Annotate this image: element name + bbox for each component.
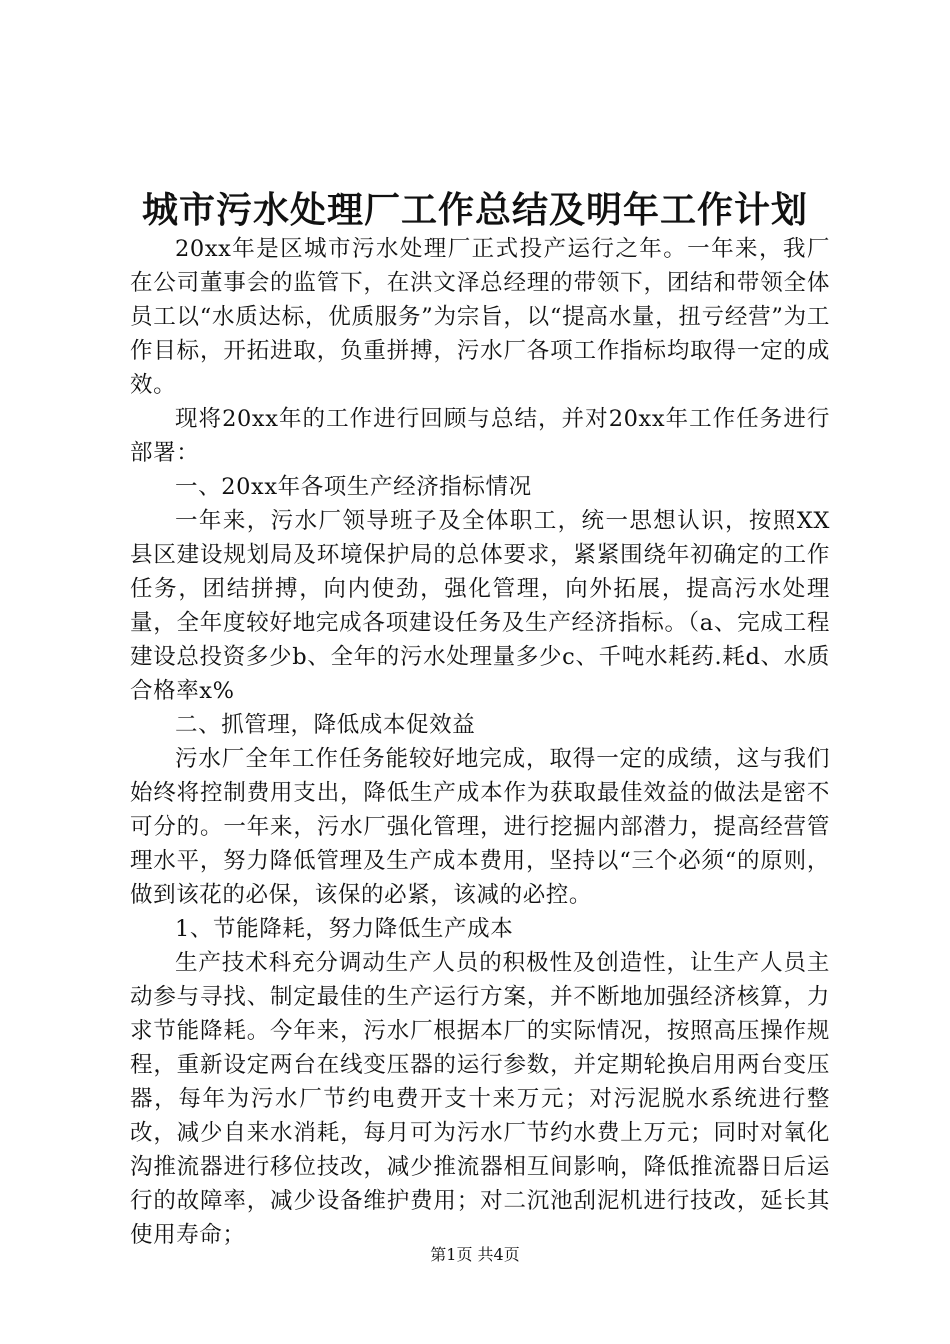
document-body bbox=[130, 232, 830, 1252]
paragraph-overview: 现将20xx年的工作进行回顾与总结，并对20xx年工作任务进行部署： bbox=[130, 406, 830, 466]
subsection-heading-1: 1、节能降耗，努力降低生产成本 bbox=[175, 916, 514, 942]
paragraph-intro: 20xx年是区城市污水处理厂正式投产运行之年。一年来，我厂在公司董事会的监管下，在洪文泽总经理的带领下，团结和带领全体员工以“水质达标，优质服务”为宗旨，以“提高水量，扭亏经营”为工作目标，开拓进取，负重拼搏，污水厂各项工作指标均取得一定的成效。 bbox=[130, 236, 830, 398]
document-title: 城市污水处理厂工作总结及明年工作计划 bbox=[141, 189, 808, 231]
section-heading-2: 二、抓管理，降低成本促效益 bbox=[175, 712, 476, 738]
paragraph-indicators: 一年来，污水厂领导班子及全体职工，统一思想认识，按照XX县区建设规划局及环境保护局的总体要求，紧紧围绕年初确定的工作任务，团结拼搏，向内使劲，强化管理，向外拓展，提高污水处理量，全年度较好地完成各项建设任务及生产经济指标。（a、完成工程建设总投资多少b、全年的污水处理量多少c、千吨水耗药.耗d、水质合格率x% bbox=[130, 508, 830, 704]
page-footer: 第1页 共4页 bbox=[430, 1245, 520, 1264]
paragraph-management: 污水厂全年工作任务能较好地完成，取得一定的成绩，这与我们始终将控制费用支出，降低生产成本作为获取最佳效益的做法是密不可分的。一年来，污水厂强化管理，进行挖掘内部潜力，提高经营管理水平，努力降低管理及生产成本费用，坚持以“三个必须“的原则，做到该花的必保，该保的必紧，该减的必控。 bbox=[130, 746, 830, 908]
section-heading-1: 一、20xx年各项生产经济指标情况 bbox=[175, 474, 532, 500]
paragraph-energy-saving: 生产技术科充分调动生产人员的积极性及创造性，让生产人员主动参与寻找、制定最佳的生产运行方案，并不断地加强经济核算，力求节能降耗。今年来，污水厂根据本厂的实际情况，按照高压操作规程，重新设定两台在线变压器的运行参数，并定期轮换启用两台变压器，每年为污水厂节约电费开支十来万元；对污泥脱水系统进行整改，减少自来水消耗，每月可为污水厂节约水费上万元；同时对氧化沟推流器进行移位技改，减少推流器相互间影响，降低推流器日后运行的故障率，减少设备维护费用；对二沉池刮泥机进行技改，延长其使用寿命； bbox=[130, 950, 830, 1248]
